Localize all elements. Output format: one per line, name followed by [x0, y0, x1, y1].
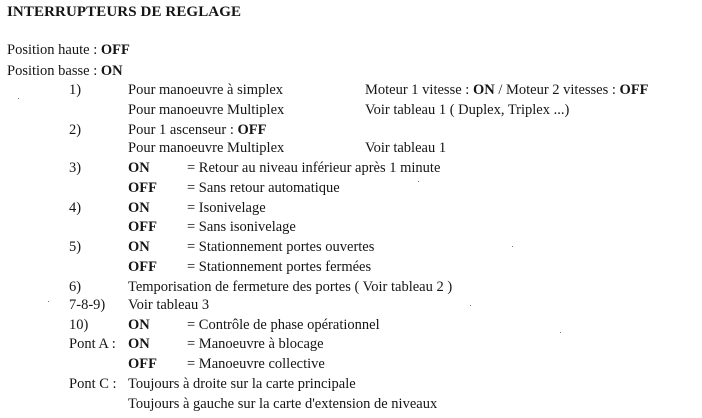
- pont-c-line2: Toujours à gauche sur la carte d'extension de niveaux: [128, 396, 438, 412]
- item-2-ascenseur-label: Pour 1 ascenseur :: [128, 122, 238, 138]
- moteur-1-value: ON: [472, 82, 495, 98]
- position-basse-label: Position basse :: [7, 63, 101, 79]
- position-haute-value: OFF: [100, 42, 130, 58]
- moteur-2-label: / Moteur 2 vitesses :: [494, 82, 620, 98]
- scan-speck: [512, 246, 513, 247]
- position-haute-label: Position haute :: [7, 42, 101, 58]
- moteur-2-value: OFF: [619, 82, 649, 98]
- item-10-on-text: = Contrôle de phase opérationnel: [187, 317, 380, 333]
- item-5-on: ON: [128, 239, 150, 255]
- item-3-on-text: = Retour au niveau inférieur après 1 minute: [187, 160, 441, 176]
- item-10-on: ON: [128, 317, 150, 333]
- item-2-line2: Pour manoeuvre Multiplex: [128, 140, 285, 156]
- item-1-line1: Pour manoeuvre à simplex: [128, 82, 284, 98]
- item-4-on: ON: [128, 200, 150, 216]
- item-1-number: 1): [69, 82, 82, 98]
- pont-a-off: OFF: [128, 356, 157, 372]
- position-basse-value: ON: [100, 63, 123, 79]
- item-4-number: 4): [69, 200, 82, 216]
- pont-a-off-text: = Manoeuvre collective: [187, 356, 325, 372]
- scan-speck: [48, 301, 49, 302]
- item-3-off-text: = Sans retour automatique: [187, 180, 340, 196]
- item-4-off-text: = Sans isonivelage: [187, 219, 296, 235]
- item-2-ascenseur-value: OFF: [237, 122, 267, 138]
- document-title: INTERRUPTEURS DE REGLAGE: [7, 4, 242, 20]
- item-7-8-9-number: 7-8-9): [69, 297, 106, 313]
- item-6-text: Temporisation de fermeture des portes ( Voir tableau 2 ): [128, 279, 453, 295]
- pont-c-label: Pont C :: [69, 376, 117, 392]
- position-basse: [7, 64, 123, 79]
- item-2-number: 2): [69, 122, 82, 138]
- item-6-number: 6): [69, 279, 82, 295]
- item-4-off: OFF: [128, 219, 157, 235]
- item-1-line2: Pour manoeuvre Multiplex: [128, 102, 285, 118]
- item-4-on-text: = Isonivelage: [187, 200, 266, 216]
- pont-a-on: ON: [128, 336, 150, 352]
- item-7-8-9-text: Voir tableau 3: [128, 297, 210, 313]
- scan-speck: [470, 305, 471, 306]
- item-5-on-text: = Stationnement portes ouvertes: [187, 239, 375, 255]
- scan-speck: [560, 332, 561, 333]
- item-2-right2: Voir tableau 1: [365, 140, 447, 156]
- scan-speck: [18, 98, 19, 99]
- item-10-number: 10): [69, 317, 89, 333]
- item-1-right1: [365, 83, 649, 98]
- item-2-line1: [128, 123, 267, 138]
- item-3-number: 3): [69, 160, 82, 176]
- item-5-off-text: = Stationnement portes fermées: [187, 259, 372, 275]
- pont-c-line1: Toujours à droite sur la carte principale: [128, 376, 356, 392]
- pont-a-on-text: = Manoeuvre à blocage: [187, 336, 324, 352]
- moteur-1-label: Moteur 1 vitesse :: [365, 82, 473, 98]
- item-5-off: OFF: [128, 259, 157, 275]
- scan-speck: [418, 181, 419, 182]
- pont-a-label: Pont A :: [69, 336, 116, 352]
- item-5-number: 5): [69, 239, 82, 255]
- item-1-right2: Voir tableau 1 ( Duplex, Triplex ...): [365, 102, 570, 118]
- item-3-on: ON: [128, 160, 150, 176]
- position-haute: [7, 43, 130, 58]
- item-3-off: OFF: [128, 180, 157, 196]
